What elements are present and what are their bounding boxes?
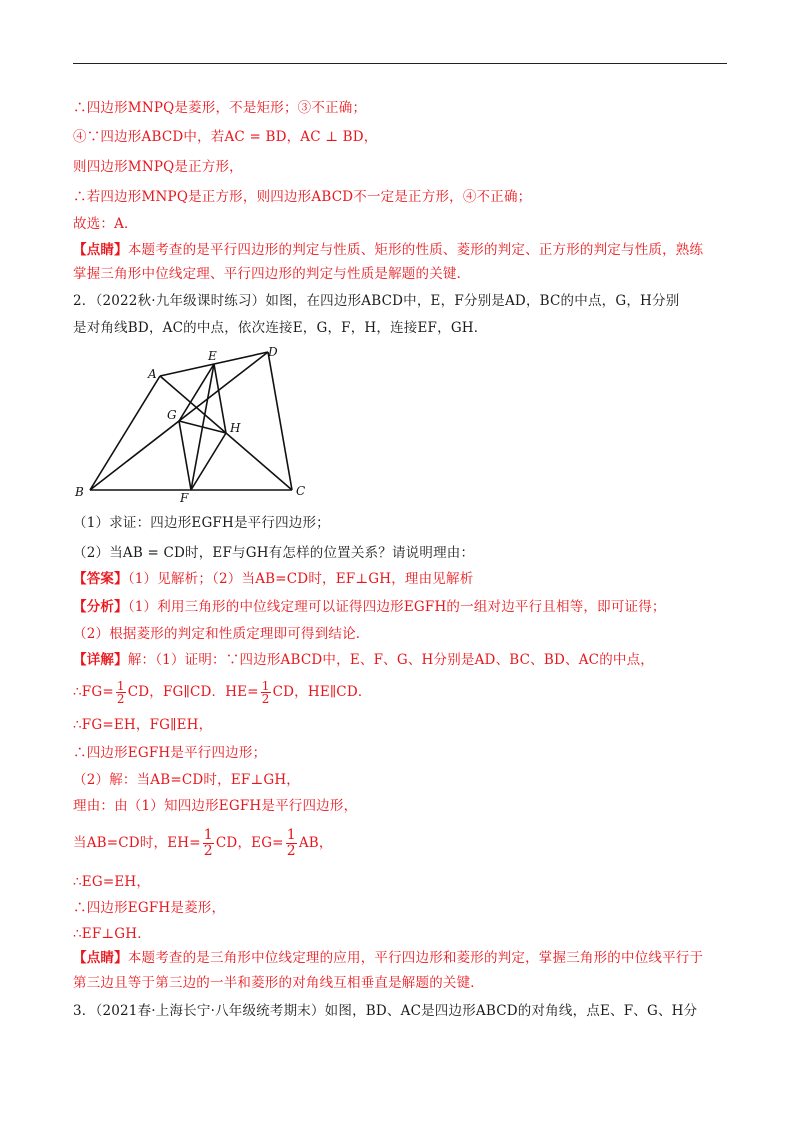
text-line: ∴四边形EGFH是菱形， <box>73 900 226 916</box>
remark-text: 本题考查的是三角形中位线定理的应用，平行四边形和菱形的判定，掌握三角形的中位线平行于 <box>127 950 704 966</box>
answer-line <box>73 569 473 589</box>
text-line: 掌握三角形中位线定理、平行四边形的判定与性质是解题的关键． <box>73 266 471 282</box>
remark-tag: 【点睛】 <box>73 950 128 966</box>
seg-HE <box>214 364 226 433</box>
answer-tag: 【答案】 <box>73 571 128 587</box>
detail-text: 解：（1）证明：∵四边形ABCD中，E、F、G、H分别是AD、BC、BD、AC的中点， <box>127 652 654 668</box>
text-line: ∴FG=EH，FG∥EH， <box>73 717 213 733</box>
question-line: 2．（2022秋·九年级课时练习）如图，在四边形ABCD中，E，F分别是AD，BC的中点，G，H分别 <box>73 293 680 309</box>
quadrilateral-figure <box>70 340 320 508</box>
math-text: CD，EG= <box>215 835 284 851</box>
label-F: F <box>180 491 189 505</box>
remark-tag: 【点睛】 <box>73 242 128 258</box>
label-A: A <box>148 367 157 381</box>
label-B: B <box>75 485 84 499</box>
label-E: E <box>208 349 217 363</box>
question-part: （2）当AB = CD时，EF与GH有怎样的位置关系？请说明理由： <box>73 545 475 561</box>
text-line: （2）根据菱形的判定和性质定理即可得到结论． <box>73 626 370 642</box>
text-line: ∴四边形MNPQ是菱形，不是矩形；③不正确； <box>73 100 367 116</box>
text-line: 第三边且等于第三边的一半和菱形的对角线互相垂直是解题的关键． <box>73 975 484 991</box>
text-line: 理由：由（1）知四边形EGFH是平行四边形， <box>73 798 358 814</box>
analysis-tag: 【分析】 <box>73 599 128 615</box>
answer-text: （1）见解析；（2）当AB=CD时，EF⊥GH，理由见解析 <box>127 571 474 587</box>
edge-DC <box>268 352 292 490</box>
seg-GF <box>179 421 191 490</box>
math-text: CD，HE∥CD． <box>272 684 372 700</box>
math-text: CD，FG∥CD．HE= <box>127 684 259 700</box>
question-part: （1）求证：四边形EGFH是平行四边形； <box>73 515 330 531</box>
label-H: H <box>230 421 241 435</box>
label-C: C <box>296 484 306 498</box>
detail-tag: 【详解】 <box>73 652 128 668</box>
fraction: $\frac{1}{2}$ <box>286 827 296 859</box>
text-line: （2）解：当AB=CD时，EF⊥GH， <box>73 772 300 788</box>
fraction: $\frac{1}{2}$ <box>261 679 270 706</box>
text-line: 故选：A． <box>73 216 138 232</box>
text-line: ∴EF⊥GH． <box>73 926 151 942</box>
question-line: 3．（2021春·上海长宁·八年级统考期末）如图，BD、AC是四边形ABCD的对角线，点E、F、G、H分 <box>73 1003 698 1019</box>
fraction: $\frac{1}{2}$ <box>116 679 125 706</box>
math-line <box>73 828 333 859</box>
text-line: ∴四边形EGFH是平行四边形； <box>73 745 267 761</box>
math-text: ∴FG= <box>73 684 114 700</box>
math-line <box>73 680 372 705</box>
text-line: 则四边形MNPQ是正方形， <box>73 159 243 175</box>
analysis-text: （1）利用三角形的中位线定理可以证得四边形EGFH的一组对边平行且相等，即可证得； <box>127 599 666 615</box>
text-line: ∴若四边形MNPQ是正方形，则四边形ABCD不一定是正方形，④不正确； <box>73 189 532 205</box>
label-D: D <box>268 345 278 359</box>
detail-line <box>73 650 654 670</box>
math-text: AB， <box>298 835 333 851</box>
label-G: G <box>167 408 177 422</box>
header-rule <box>73 63 727 64</box>
remark-line <box>73 240 703 260</box>
math-text: 当AB=CD时，EH= <box>73 835 201 851</box>
fraction: $\frac{1}{2}$ <box>203 827 213 859</box>
question-line: 是对角线BD，AC的中点，依次连接E，G，F，H，连接EF，GH． <box>73 320 488 336</box>
text-line: ∴EG=EH， <box>73 874 151 890</box>
edge-BA <box>90 376 160 490</box>
remark-line <box>73 948 703 968</box>
analysis-line <box>73 597 666 617</box>
remark-text: 本题考查的是平行四边形的判定与性质、矩形的性质、菱形的判定、正方形的判定与性质，熟练 <box>127 242 704 258</box>
text-line: ④∵四边形ABCD中，若AC = BD，AC ⊥ BD， <box>73 129 378 145</box>
